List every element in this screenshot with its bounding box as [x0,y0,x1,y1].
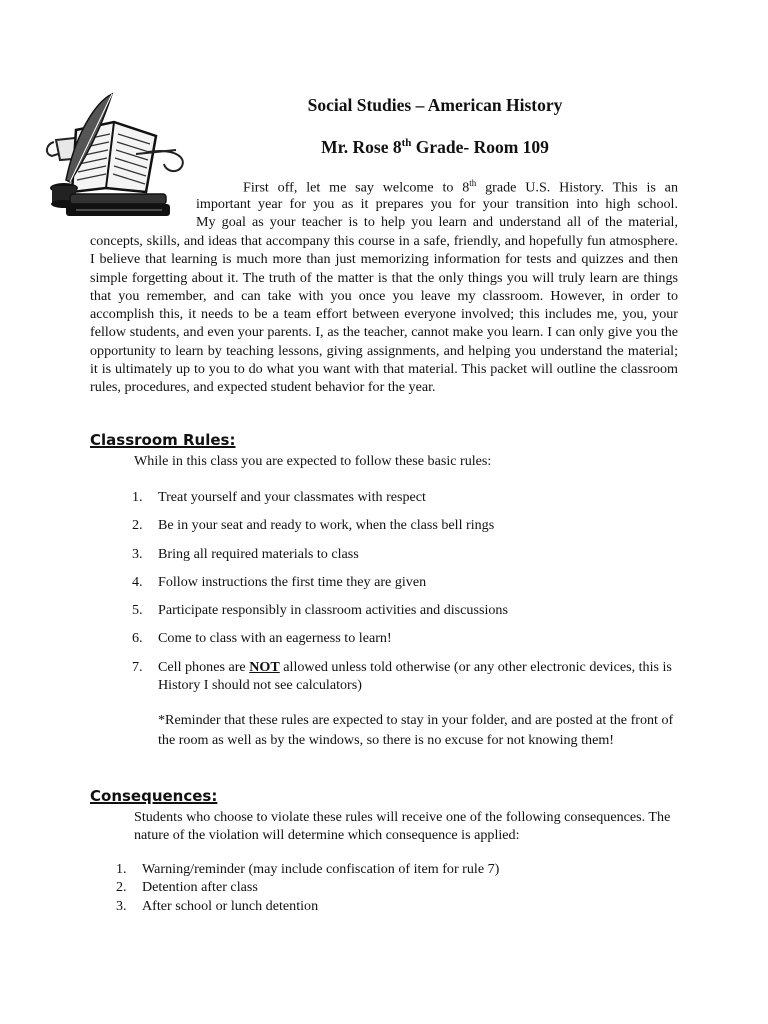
intro-line-1-prefix: First off, let me say welcome to 8 [243,179,470,196]
intro-line-2: important year for you as it prepares you for your transition into high school. [196,196,678,212]
rules-reminder-note: *Reminder that these rules are expected to stay in your folder, and are posted at the front of the room as well as by the windows, so there is no excuse for not knowing them! [158,712,674,748]
quill-book-clipart [36,92,196,222]
list-item-text: Be in your seat and ready to work, when the class bell rings [158,517,495,534]
list-item-text: Treat yourself and your classmates with respect [158,489,426,505]
list-item [132,601,677,620]
consequences-list [116,860,499,915]
subtitle-sup: th [401,137,412,150]
list-item [132,629,677,648]
intro-line-1 [243,178,678,197]
list-item [132,573,677,592]
list-item [116,878,499,896]
rules-intro: While in this class you are expected to follow these basic rules: [134,453,492,469]
list-item-number: 2. [116,879,127,896]
list-item [116,897,499,915]
subtitle-suffix: Grade- Room 109 [411,137,549,157]
list-item-text: After school or lunch detention [142,897,319,914]
list-item-number: 2. [132,517,143,534]
intro-line-3: My goal as your teacher is to help you learn and understand all of the material, [196,214,678,230]
list-item-number: 6. [132,630,143,647]
list-item-number: 5. [132,602,143,619]
list-item [116,860,499,878]
intro-line-1-suffix: grade U.S. History. This is an [476,179,678,196]
list-item-text: Bring all required materials to class [158,545,359,562]
subtitle-prefix: Mr. Rose 8 [321,137,402,157]
rule-7-prefix: Cell phones are [158,658,250,675]
list-item-text: Warning/reminder (may include confiscation of item for rule 7) [142,861,500,877]
list-item [132,516,677,535]
page-title: Social Studies – American History [307,95,563,115]
list-item-number: 3. [116,897,127,914]
consequences-intro: Students who choose to violate these rules will receive one of the following consequences. The nature of the violation will determine which consequence is applied: [134,809,671,844]
rule-7-emphasis: NOT [249,658,280,675]
rules-heading: Classroom Rules: [90,431,236,449]
intro-body: concepts, skills, and ideas that accompany this course in a safe, friendly, and hopefully fun atmosphere. I believe that learning is much more than just memorizing information for tests and quizzes and then simple forgetting about it. The truth of the matter is that the only things you will truly learn are things that you remember, and can take with you once you leave my classroom. However, in order to accomplish this, it needs to be a team effort between everyone involved; this includes me, you, your fellow students, and even your parents. I, as the teacher, cannot make you learn. I can only give you the opportunity to learn by teaching lessons, giving assignments, and helping you understand the material; it is ultimately up to you to do what you want with that material. This packet will outline the classroom rules, procedures, and expected student behavior for the year. [90,233,678,396]
list-item-number: 7. [132,658,143,675]
list-item-text: Follow instructions the first time they are given [158,573,427,590]
list-item-number: 3. [132,545,143,562]
list-item-text: Participate responsibly in classroom activities and discussions [158,602,508,619]
intro-line-1-sup: th [469,178,477,188]
list-item-number: 1. [116,861,127,877]
list-item [132,488,677,507]
list-item-number: 1. [132,489,143,505]
rules-list [132,488,677,705]
consequences-heading: Consequences: [90,787,218,805]
quill-book-icon [36,92,196,222]
list-item-text: Come to class with an eagerness to learn! [158,630,392,647]
rule-7-suffix: allowed unless told otherwise (or any other electronic devices, this is History I should not see calculators) [158,658,672,694]
list-item [132,545,677,564]
list-item-rule-7 [132,658,677,695]
page-subtitle [210,137,660,158]
list-item-text: Detention after class [142,879,258,896]
list-item-number: 4. [132,573,143,590]
